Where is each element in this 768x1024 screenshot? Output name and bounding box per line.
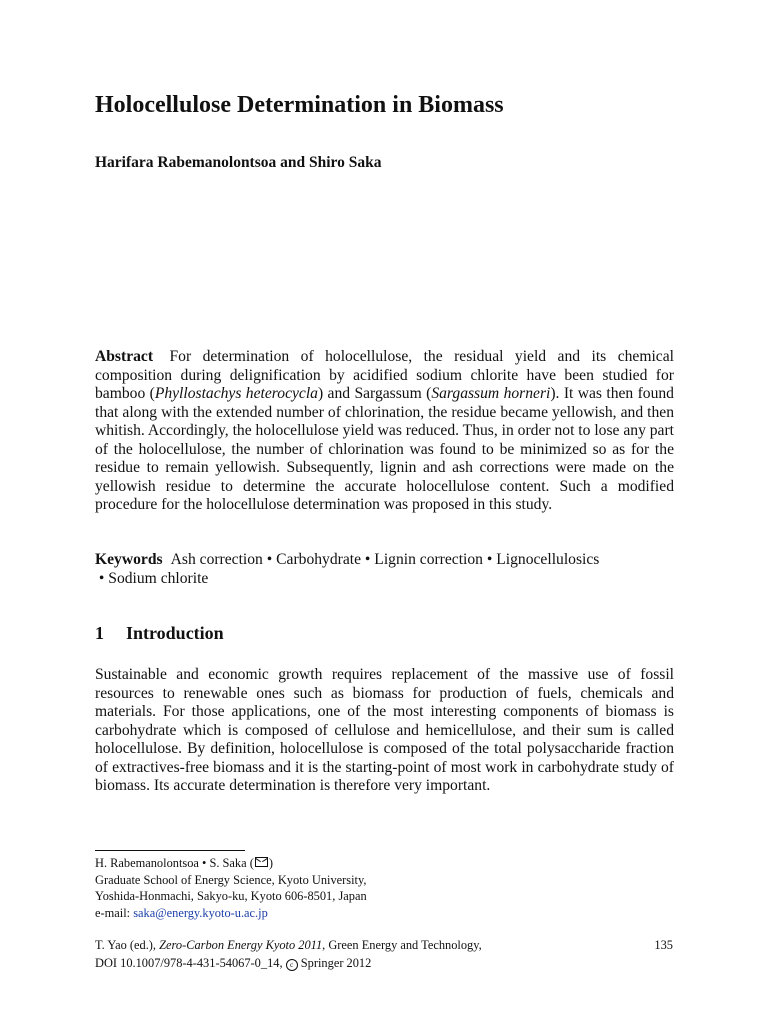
citation-editor: T. Yao (ed.),: [95, 938, 160, 952]
keyword-separator: •: [364, 551, 371, 568]
introduction-paragraph: Sustainable and economic growth requires replacement of the massive use of fossil resources to renewable ones such as biomass for production of fuels, chemicals and materials. For those applications, one of the most interesting components of biomass is carbohydrate which is composed of cellulose and hemicellulose, and their sum is called holocellulose. By definition, holocellulose is composed of the total polysaccharide fraction of extractives-free biomass and it is the starting-point of most work in carbohydrate study of biomass. Its accurate determination is therefore very important.: [95, 666, 674, 794]
citation-publisher: Springer 2012: [297, 955, 372, 970]
author-list: Harifara Rabemanolontsoa and Shiro Saka: [95, 154, 382, 171]
keyword-item: Lignin correction: [374, 551, 483, 568]
abstract-label: Abstract: [95, 348, 154, 365]
keyword-separator: •: [98, 569, 105, 587]
footnote-affiliation-line2: Yoshida-Honmachi, Sakyo-ku, Kyoto 606-8501, Japan: [95, 889, 367, 903]
keywords: [95, 551, 674, 588]
keyword-separator: •: [266, 551, 273, 568]
footnote-paren-close: ): [268, 856, 273, 870]
abstract-text-part2: ) and Sargassum (: [317, 385, 432, 402]
citation-series: , Green Energy and Technology,: [322, 938, 482, 952]
species-name-sargassum: Sargassum horneri: [431, 385, 551, 402]
email-label: e-mail:: [95, 905, 134, 920]
citation-book-title: Zero-Carbon Energy Kyoto 2011: [159, 938, 323, 952]
footnote-email-line: [95, 905, 674, 922]
citation-line1: [95, 937, 674, 955]
footnote-affiliation-line1: Graduate School of Energy Science, Kyoto University,: [95, 872, 367, 887]
author-footnote: [95, 855, 674, 921]
species-name-bamboo: Phyllostachys heterocycla: [154, 385, 318, 402]
citation-doi: DOI 10.1007/978-4-431-54067-0_14,: [95, 955, 286, 970]
keyword-item: Carbohydrate: [276, 551, 362, 568]
citation-line2: [95, 955, 674, 973]
envelope-icon: [255, 857, 268, 867]
section-title: Introduction: [126, 623, 224, 643]
keyword-item: Sodium chlorite: [108, 569, 209, 587]
abstract-text-part3: ). It was then found that along with the extended number of chlorination, the residue became yellowish, and then whitish. Accordingly, the holocellulose yield was reduced. Thus, in order not to lose any part of the holocellulose, the number of chlorination was found to be minimized so as for the residue to remain yellowish. Subsequently, lignin and ash corrections were made on the yellowish residue to determine the accurate holocellulose content. Such a modified procedure for the holocellulose determination was proposed in this study.: [95, 385, 675, 513]
footnote-authors-line: [95, 855, 674, 872]
section-heading-introduction: [95, 621, 674, 645]
email-link[interactable]: saka@energy.kyoto-u.ac.jp: [133, 905, 268, 920]
section-number: 1: [95, 623, 104, 643]
abstract: [95, 348, 674, 515]
paper-title: Holocellulose Determination in Biomass: [95, 92, 504, 118]
keyword-item: Ash correction: [170, 551, 263, 568]
footnote-divider: [95, 850, 245, 851]
footnote-author-names: H. Rabemanolontsoa • S. Saka (: [95, 856, 254, 870]
copyright-icon: c: [286, 959, 298, 971]
keyword-separator: •: [486, 551, 493, 568]
abstract-text-part1: For determination of holocellulose, the residual yield and its chemical composition during delignification by acidified sodium chlorite have been studied for bamboo (: [95, 348, 674, 402]
page-number: 135: [654, 938, 673, 952]
keywords-label: Keywords: [95, 551, 163, 568]
citation-footer: [95, 937, 674, 972]
keyword-item: Lignocellulosics: [496, 551, 600, 568]
